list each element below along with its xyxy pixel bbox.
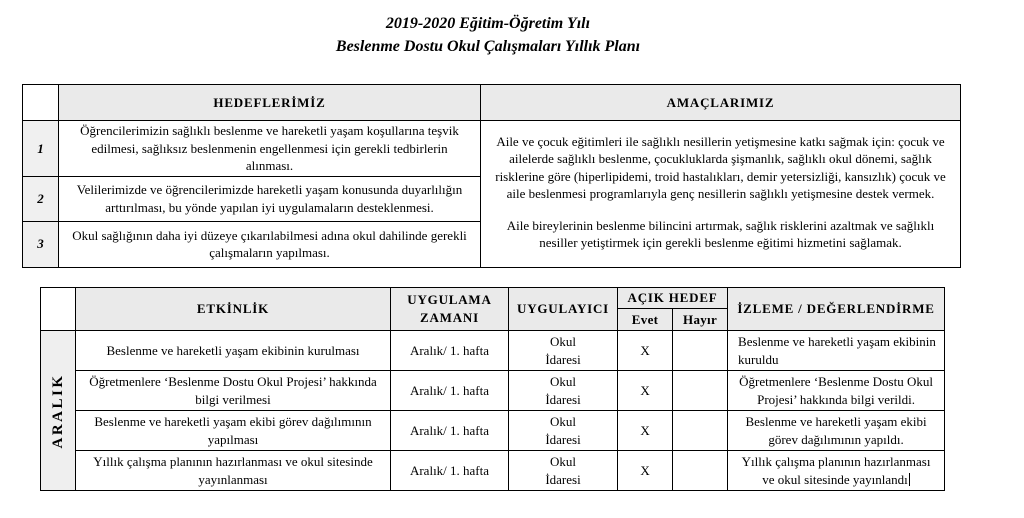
yes-mark-cell: X [618, 451, 673, 491]
implementer-label: Okul İdaresi [545, 413, 581, 447]
monitoring-cell: Beslenme ve hareketli yaşam ekibi görev dağılımının yapıldı. [728, 411, 945, 451]
aim-text-2: Aile bireylerinin beslenme bilincini artırmak, sağlık risklerini azaltmak ve sağlıklı nesiller yetiştirmek için gerekli beslenme eğitimi hizmetini sağlamak. [506, 217, 935, 251]
implementer-cell [509, 451, 618, 491]
aims-cell [481, 121, 961, 268]
month-label: ARALIK [49, 372, 66, 449]
yes-subheader: Evet [618, 309, 673, 331]
implementer-label: Okul İdaresi [545, 333, 581, 367]
time-header: UYGULAMA ZAMANI [391, 288, 509, 331]
implementer-header: UYGULAYICI [509, 288, 618, 331]
activity-header: ETKİNLİK [76, 288, 391, 331]
time-cell: Aralık/ 1. hafta [391, 451, 509, 491]
month-cell [41, 331, 76, 491]
goal-number-3: 3 [23, 221, 59, 267]
aim-text-1: Aile ve çocuk eğitimleri ile sağlıklı nesillerin yetişmesine katkı sağmak için: çocuk ve ailelerde sağlıklı beslenme, çocukluklarda şişmanlık, sağlıklı okul dönemi, sağlık risklerine göre (hiperlipidemi, troid hastalıkları, demir yetersizliği, kansızlık) çocuk ve aile beslenmesi programlarıyla genç nesillerin sağlıklı yetişmesine destek vermek. [495, 133, 946, 202]
monitoring-cell: Öğretmenlere ‘Beslenme Dostu Okul Projesi’ hakkında bilgi verildi. [728, 371, 945, 411]
document-title-line2: Beslenme Dostu Okul Çalışmaları Yıllık Planı [335, 38, 641, 56]
aims-header: AMAÇLARIMIZ [481, 85, 961, 121]
table-row [41, 451, 945, 491]
no-mark-cell [673, 371, 728, 411]
activity-cell: Beslenme ve hareketli yaşam ekibinin kurulması [76, 331, 391, 371]
yes-mark-cell: X [618, 411, 673, 451]
implementer-label: Okul İdaresi [545, 373, 581, 407]
document-title [0, 12, 976, 58]
no-mark-cell [673, 451, 728, 491]
yes-mark-cell: X [618, 331, 673, 371]
open-target-header: AÇIK HEDEF [618, 288, 728, 309]
goal-number-2: 2 [23, 176, 59, 221]
activity-cell: Öğretmenlere ‘Beslenme Dostu Okul Projesi’ hakkında bilgi verilmesi [76, 371, 391, 411]
table-row [41, 331, 945, 371]
implementer-label: Okul İdaresi [545, 453, 581, 487]
time-cell: Aralık/ 1. hafta [391, 411, 509, 451]
monitoring-header: İZLEME / DEĞERLENDİRME [728, 288, 945, 331]
text-cursor [909, 473, 910, 486]
goal-text-1: Öğrencilerimizin sağlıklı beslenme ve hareketli yaşam koşullarına teşvik edilmesi, sağlıksız beslenmenin engellenmesi için gerekli tedbirlerin alınması. [59, 121, 481, 177]
monitoring-cell [728, 451, 945, 491]
time-cell: Aralık/ 1. hafta [391, 371, 509, 411]
activity-cell: Beslenme ve hareketli yaşam ekibi görev dağılımının yapılması [76, 411, 391, 451]
no-mark-cell [673, 411, 728, 451]
monitoring-cell: Beslenme ve hareketli yaşam ekibinin kuruldu [728, 331, 945, 371]
annual-plan-table [40, 287, 945, 491]
document-title-line1: 2019-2020 Eğitim-Öğretim Yılı [385, 15, 591, 32]
goal-text-2: Velilerimizde ve öğrencilerimizde hareketli yaşam konusunda duyarlılığın arttırılması, bu yönde yapılan iyi uygulamaların desteklenmesi. [59, 176, 481, 221]
time-cell: Aralık/ 1. hafta [391, 331, 509, 371]
activity-cell: Yıllık çalışma planının hazırlanması ve okul sitesinde yayınlanması [76, 451, 391, 491]
goals-aims-table [22, 84, 961, 268]
plan-table-corner-spacer [41, 288, 76, 331]
yes-mark-cell: X [618, 371, 673, 411]
no-subheader: Hayır [673, 309, 728, 331]
goal-number-1: 1 [23, 121, 59, 177]
goals-header: HEDEFLERİMİZ [59, 85, 481, 121]
no-mark-cell [673, 331, 728, 371]
table-row [41, 411, 945, 451]
goals-table-corner-spacer [23, 85, 59, 121]
monitoring-text: Yıllık çalışma planının hazırlanması ve okul sitesinde yayınlandı [741, 453, 931, 487]
table-row [41, 371, 945, 411]
goal-text-3: Okul sağlığının daha iyi düzeye çıkarılabilmesi adına okul dahilinde gerekli çalışmaların yapılması. [59, 221, 481, 267]
implementer-cell [509, 331, 618, 371]
implementer-cell [509, 371, 618, 411]
implementer-cell [509, 411, 618, 451]
